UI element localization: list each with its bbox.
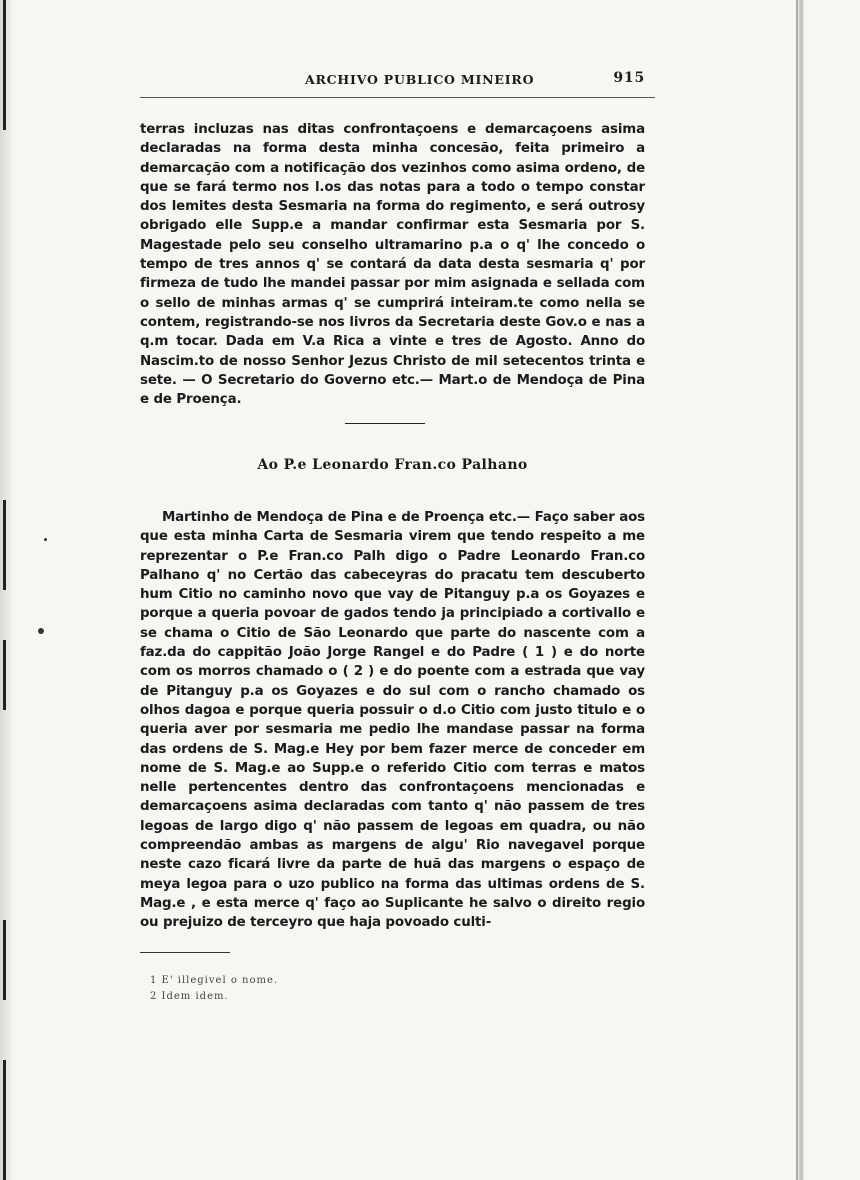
- running-header: [140, 60, 645, 88]
- footnotes: [150, 973, 278, 1005]
- scan-right-edge: [770, 0, 860, 1180]
- scan-left-edge: [0, 0, 14, 1180]
- scan-edge-mark: [3, 500, 6, 590]
- section-divider: [345, 423, 425, 424]
- document-page: [140, 60, 645, 88]
- ink-speck: [38, 628, 44, 634]
- paragraph-2: Martinho de Mendoça de Pina e de Proença etc.— Faço saber aos que esta minha Carta de Sesmaria virem que tendo respeito a me reprezentar o P.e Fran.co Palh digo o Padre Leonardo Fran.co Palhano q' no Certão das cabeceyras do pracatu tem descuberto hum Citio no caminho novo que vay de Pitanguy p.a os Goyazes e porque a queria povoar de gados tendo ja principiado a cortivallo e se chama o Citio de São Leonardo que parte do nascente com a faz.da do cappitão João Jorge Rangel e do Padre ( 1 ) e do norte com os morros chamado o ( 2 ) e do poente com a estrada que vay de Pitanguy p.a os Goyazes e do sul com o rancho chamado os olhos dagoa e porque queria possuir o d.o Citio com justo titulo e o queria aver por sesmaria me pedio lhe mandase passar na forma das ordens de S. Mag.e Hey por bem fazer merce de conceder em nome de S. Mag.e ao Supp.e o referido Citio com terras e matos nelle pertencentes dentro das confrontaçoens mencionadas e demarcaçoens asima declaradas com tanto q' não passem de tres legoas de largo digo q' não passem de legoas em quadra, ou não compreendão ambas as margens de algu' Rio navegavel porque neste cazo ficará livre da parte de huã das margens o espaço de meya legoa para o uzo publico na forma das ultimas ordens de S. Mag.e , e esta merce q' faço ao Suplicante he salvo o direito regio ou prejuizo de terceyro que haja povoado culti-: [140, 510, 645, 931]
- page-number: 915: [613, 70, 645, 86]
- header-title: ARCHIVO PUBLICO MINEIRO: [305, 72, 535, 87]
- section-title: Ao P.e Leonardo Fran.co Palhano: [257, 457, 528, 473]
- footnote-2: 2 Idem idem.: [150, 991, 229, 1002]
- scan-edge-mark: [3, 920, 6, 1000]
- ink-speck: [44, 538, 47, 541]
- footnote-1: 1 E' illegivel o nome.: [150, 975, 279, 986]
- paragraph-1: terras incluzas nas ditas confrontaçoens e demarcaçoens asima declaradas na forma desta minha concesão, feita primeiro a demarcação com a notificação dos vezinhos como asima ordeno, de que se fará termo nos l.os das notas para a todo o tempo constar dos lemites desta Sesmaria na forma do regimento, e será outrosy obrigado elle Supp.e a mandar confirmar esta Sesmaria por S. Magestade pelo seu conselho ultramarino p.a o q' lhe concedo o tempo de tres annos q' se contará da data desta sesmaria q' por firmeza de tudo lhe mandei passar por mim asignada e sellada com o sello de minhas armas q' se cumprirá inteiram.te como nella se contem, registrando-se nos livros da Secretaria deste Gov.o e nas a q.m tocar. Dada em V.a Rica a vinte e tres de Agosto. Anno do Nascim.to de nosso Senhor Jezus Christo de mil setecentos trinta e sete. — O Secretario do Governo etc.— Mart.o de Mendoça de Pina e de Proença.: [140, 122, 645, 408]
- header-rule: [140, 97, 655, 98]
- scan-edge-mark: [3, 640, 6, 710]
- scan-edge-mark: [3, 0, 6, 130]
- scan-edge-mark: [3, 1060, 6, 1180]
- footnote-rule: [140, 952, 230, 953]
